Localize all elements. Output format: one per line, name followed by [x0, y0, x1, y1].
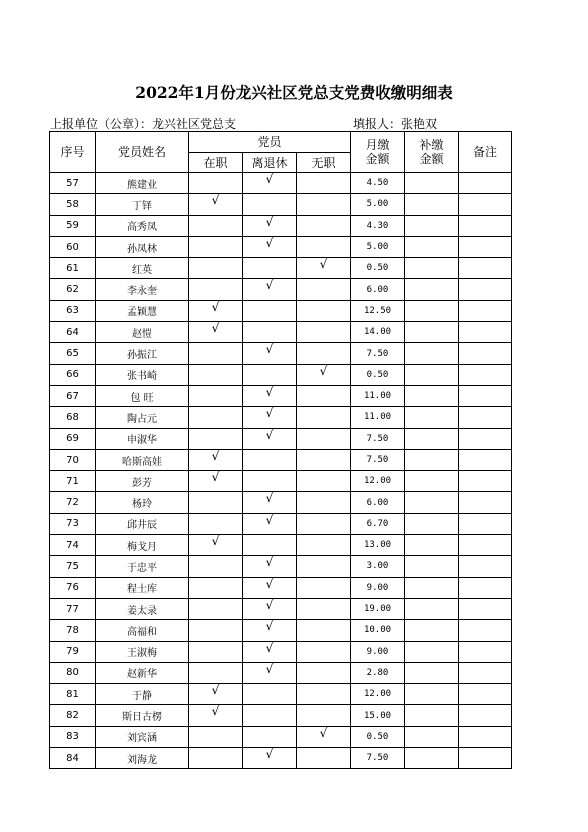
row-supplementary-fee	[405, 385, 459, 406]
row-monthly-fee: 2.80	[351, 662, 405, 683]
table-row	[50, 556, 512, 577]
table-row	[50, 449, 512, 470]
row-unemployed-check	[297, 343, 351, 364]
row-notes	[459, 471, 512, 492]
row-notes	[459, 556, 512, 577]
row-notes	[459, 385, 512, 406]
row-member-name: 熊建业	[96, 173, 189, 194]
row-notes	[459, 322, 512, 343]
row-supplementary-fee	[405, 279, 459, 300]
row-notes	[459, 492, 512, 513]
row-retired-check: √	[243, 577, 297, 598]
row-member-name: 红英	[96, 258, 189, 279]
row-unemployed-check	[297, 428, 351, 449]
row-monthly-fee: 4.50	[351, 173, 405, 194]
table-row	[50, 300, 512, 321]
row-retired-check: √	[243, 236, 297, 257]
row-retired-check	[243, 449, 297, 470]
row-notes	[459, 598, 512, 619]
row-seq: 74	[50, 535, 96, 556]
row-monthly-fee: 14.00	[351, 322, 405, 343]
row-seq: 57	[50, 173, 96, 194]
table-row	[50, 258, 512, 279]
row-monthly-fee: 3.00	[351, 556, 405, 577]
table-row	[50, 662, 512, 683]
row-retired-check: √	[243, 279, 297, 300]
row-unemployed-check	[297, 385, 351, 406]
row-monthly-fee: 19.00	[351, 598, 405, 619]
row-unemployed-check	[297, 300, 351, 321]
row-supplementary-fee	[405, 173, 459, 194]
row-employed-check: √	[189, 322, 243, 343]
row-supplementary-fee	[405, 449, 459, 470]
table-row	[50, 385, 512, 406]
row-employed-check	[189, 343, 243, 364]
row-employed-check	[189, 258, 243, 279]
row-unemployed-check	[297, 322, 351, 343]
row-monthly-fee: 12.50	[351, 300, 405, 321]
row-notes	[459, 449, 512, 470]
row-employed-check	[189, 364, 243, 385]
row-seq: 75	[50, 556, 96, 577]
row-notes	[459, 258, 512, 279]
row-member-name: 于静	[96, 684, 189, 705]
row-employed-check	[189, 492, 243, 513]
row-notes	[459, 662, 512, 683]
row-member-name: 孙振江	[96, 343, 189, 364]
row-supplementary-fee	[405, 748, 459, 769]
row-retired-check: √	[243, 598, 297, 619]
row-unemployed-check: √	[297, 726, 351, 747]
table-row	[50, 194, 512, 215]
row-member-name: 包 旺	[96, 385, 189, 406]
row-notes	[459, 194, 512, 215]
row-employed-check	[189, 407, 243, 428]
row-retired-check: √	[243, 215, 297, 236]
row-seq: 68	[50, 407, 96, 428]
row-supplementary-fee	[405, 556, 459, 577]
row-seq: 83	[50, 726, 96, 747]
row-member-name: 杨玲	[96, 492, 189, 513]
row-seq: 73	[50, 513, 96, 534]
row-unemployed-check	[297, 662, 351, 683]
row-monthly-fee: 6.00	[351, 279, 405, 300]
row-retired-check	[243, 684, 297, 705]
row-member-name: 高秀凤	[96, 215, 189, 236]
row-employed-check	[189, 598, 243, 619]
row-retired-check	[243, 705, 297, 726]
row-member-name: 斯日古楞	[96, 705, 189, 726]
row-notes	[459, 705, 512, 726]
row-unemployed-check	[297, 279, 351, 300]
row-retired-check	[243, 258, 297, 279]
row-unemployed-check	[297, 748, 351, 769]
row-retired-check: √	[243, 407, 297, 428]
dues-table	[49, 131, 512, 769]
row-supplementary-fee	[405, 705, 459, 726]
row-monthly-fee: 6.00	[351, 492, 405, 513]
table-row	[50, 577, 512, 598]
row-notes	[459, 236, 512, 257]
row-seq: 80	[50, 662, 96, 683]
row-retired-check: √	[243, 641, 297, 662]
row-employed-check: √	[189, 684, 243, 705]
row-retired-check: √	[243, 513, 297, 534]
row-retired-check	[243, 322, 297, 343]
row-monthly-fee: 5.00	[351, 194, 405, 215]
table-row	[50, 535, 512, 556]
row-monthly-fee: 11.00	[351, 407, 405, 428]
table-row	[50, 471, 512, 492]
row-monthly-fee: 12.00	[351, 684, 405, 705]
row-retired-check: √	[243, 492, 297, 513]
row-monthly-fee: 9.00	[351, 641, 405, 662]
row-seq: 65	[50, 343, 96, 364]
row-employed-check: √	[189, 705, 243, 726]
row-member-name: 姜太录	[96, 598, 189, 619]
row-supplementary-fee	[405, 343, 459, 364]
filled-by: 填报人：张艳双	[353, 117, 438, 131]
row-monthly-fee: 13.00	[351, 535, 405, 556]
row-unemployed-check	[297, 194, 351, 215]
row-supplementary-fee	[405, 492, 459, 513]
row-unemployed-check	[297, 449, 351, 470]
row-monthly-fee: 15.00	[351, 705, 405, 726]
header-retired: 离退休	[243, 153, 297, 173]
row-unemployed-check	[297, 513, 351, 534]
row-employed-check: √	[189, 300, 243, 321]
row-employed-check	[189, 577, 243, 598]
row-monthly-fee: 0.50	[351, 258, 405, 279]
row-notes	[459, 300, 512, 321]
row-unemployed-check	[297, 236, 351, 257]
row-member-name: 高福和	[96, 620, 189, 641]
table-row	[50, 407, 512, 428]
row-supplementary-fee	[405, 641, 459, 662]
row-employed-check	[189, 385, 243, 406]
row-seq: 67	[50, 385, 96, 406]
row-seq: 60	[50, 236, 96, 257]
row-monthly-fee: 9.00	[351, 577, 405, 598]
row-employed-check	[189, 173, 243, 194]
row-seq: 66	[50, 364, 96, 385]
row-seq: 79	[50, 641, 96, 662]
row-supplementary-fee	[405, 215, 459, 236]
row-notes	[459, 684, 512, 705]
header-notes: 备注	[459, 132, 512, 173]
row-seq: 82	[50, 705, 96, 726]
table-row	[50, 684, 512, 705]
row-retired-check: √	[243, 748, 297, 769]
row-employed-check	[189, 215, 243, 236]
row-notes	[459, 641, 512, 662]
row-member-name: 于忠平	[96, 556, 189, 577]
row-monthly-fee: 7.50	[351, 449, 405, 470]
row-monthly-fee: 7.50	[351, 343, 405, 364]
row-seq: 61	[50, 258, 96, 279]
row-seq: 70	[50, 449, 96, 470]
row-member-name: 李永奎	[96, 279, 189, 300]
row-retired-check: √	[243, 662, 297, 683]
row-seq: 58	[50, 194, 96, 215]
row-retired-check: √	[243, 556, 297, 577]
table-row	[50, 748, 512, 769]
row-supplementary-fee	[405, 726, 459, 747]
row-unemployed-check	[297, 577, 351, 598]
table-row	[50, 364, 512, 385]
row-notes	[459, 215, 512, 236]
row-employed-check	[189, 620, 243, 641]
row-employed-check	[189, 748, 243, 769]
row-retired-check: √	[243, 385, 297, 406]
row-seq: 62	[50, 279, 96, 300]
row-member-name: 赵愷	[96, 322, 189, 343]
table-row	[50, 279, 512, 300]
row-employed-check	[189, 726, 243, 747]
row-retired-check	[243, 535, 297, 556]
row-member-name: 刘海龙	[96, 748, 189, 769]
row-seq: 81	[50, 684, 96, 705]
header-party-member: 党员	[189, 132, 351, 153]
row-monthly-fee: 7.50	[351, 748, 405, 769]
row-member-name: 刘宾涵	[96, 726, 189, 747]
row-seq: 64	[50, 322, 96, 343]
row-supplementary-fee	[405, 407, 459, 428]
row-retired-check	[243, 726, 297, 747]
row-unemployed-check	[297, 215, 351, 236]
header-name: 党员姓名	[96, 132, 189, 173]
row-member-name: 程士库	[96, 577, 189, 598]
row-notes	[459, 173, 512, 194]
row-retired-check	[243, 471, 297, 492]
row-notes	[459, 279, 512, 300]
row-employed-check: √	[189, 194, 243, 215]
row-supplementary-fee	[405, 513, 459, 534]
row-supplementary-fee	[405, 662, 459, 683]
row-seq: 71	[50, 471, 96, 492]
row-member-name: 丁铎	[96, 194, 189, 215]
row-unemployed-check	[297, 471, 351, 492]
row-member-name: 申淑华	[96, 428, 189, 449]
row-seq: 72	[50, 492, 96, 513]
row-notes	[459, 364, 512, 385]
row-notes	[459, 535, 512, 556]
table-row	[50, 343, 512, 364]
row-seq: 59	[50, 215, 96, 236]
row-retired-check: √	[243, 173, 297, 194]
row-monthly-fee: 10.00	[351, 620, 405, 641]
row-monthly-fee: 11.00	[351, 385, 405, 406]
row-monthly-fee: 7.50	[351, 428, 405, 449]
row-retired-check: √	[243, 343, 297, 364]
row-retired-check: √	[243, 620, 297, 641]
row-seq: 77	[50, 598, 96, 619]
row-monthly-fee: 6.70	[351, 513, 405, 534]
row-employed-check: √	[189, 471, 243, 492]
row-employed-check	[189, 279, 243, 300]
row-member-name: 邱井辰	[96, 513, 189, 534]
row-retired-check: √	[243, 428, 297, 449]
row-retired-check	[243, 300, 297, 321]
row-member-name: 梅戈月	[96, 535, 189, 556]
reporting-unit: 上报单位（公章）：龙兴社区党总支	[50, 117, 237, 131]
row-employed-check	[189, 428, 243, 449]
row-member-name: 张书崎	[96, 364, 189, 385]
row-unemployed-check	[297, 173, 351, 194]
row-notes	[459, 428, 512, 449]
row-unemployed-check: √	[297, 364, 351, 385]
table-row	[50, 322, 512, 343]
row-member-name: 赵新华	[96, 662, 189, 683]
table-body	[50, 173, 512, 769]
header-monthly-fee: 月缴 金额	[351, 132, 405, 173]
row-seq: 78	[50, 620, 96, 641]
row-notes	[459, 620, 512, 641]
header-employed: 在职	[189, 153, 243, 173]
row-notes	[459, 577, 512, 598]
row-supplementary-fee	[405, 471, 459, 492]
row-supplementary-fee	[405, 236, 459, 257]
row-unemployed-check	[297, 492, 351, 513]
row-notes	[459, 343, 512, 364]
row-notes	[459, 726, 512, 747]
row-notes	[459, 513, 512, 534]
table-row	[50, 236, 512, 257]
row-seq: 76	[50, 577, 96, 598]
row-employed-check	[189, 556, 243, 577]
row-monthly-fee: 12.00	[351, 471, 405, 492]
table-row	[50, 173, 512, 194]
row-member-name: 孟颖慧	[96, 300, 189, 321]
row-seq: 63	[50, 300, 96, 321]
header-seq: 序号	[50, 132, 96, 173]
row-supplementary-fee	[405, 598, 459, 619]
row-employed-check	[189, 641, 243, 662]
row-unemployed-check	[297, 641, 351, 662]
row-monthly-fee: 0.50	[351, 726, 405, 747]
table-row	[50, 726, 512, 747]
row-retired-check	[243, 364, 297, 385]
row-unemployed-check	[297, 684, 351, 705]
row-supplementary-fee	[405, 428, 459, 449]
row-supplementary-fee	[405, 577, 459, 598]
header-unemployed: 无职	[297, 153, 351, 173]
table-row	[50, 598, 512, 619]
row-supplementary-fee	[405, 620, 459, 641]
row-employed-check: √	[189, 535, 243, 556]
row-supplementary-fee	[405, 684, 459, 705]
row-unemployed-check	[297, 407, 351, 428]
table-row	[50, 620, 512, 641]
row-monthly-fee: 5.00	[351, 236, 405, 257]
table-row	[50, 705, 512, 726]
row-supplementary-fee	[405, 300, 459, 321]
row-unemployed-check	[297, 705, 351, 726]
row-member-name: 王淑梅	[96, 641, 189, 662]
row-seq: 69	[50, 428, 96, 449]
table-row	[50, 215, 512, 236]
row-unemployed-check	[297, 598, 351, 619]
row-employed-check	[189, 662, 243, 683]
row-seq: 84	[50, 748, 96, 769]
row-supplementary-fee	[405, 194, 459, 215]
document-title: 2022年1月份龙兴社区党总支党费收缴明细表	[135, 83, 453, 102]
row-member-name: 彭芳	[96, 471, 189, 492]
table-row	[50, 513, 512, 534]
row-monthly-fee: 4.30	[351, 215, 405, 236]
row-retired-check	[243, 194, 297, 215]
row-supplementary-fee	[405, 258, 459, 279]
row-unemployed-check: √	[297, 258, 351, 279]
row-unemployed-check	[297, 620, 351, 641]
row-member-name: 陶占元	[96, 407, 189, 428]
row-supplementary-fee	[405, 364, 459, 385]
row-monthly-fee: 0.50	[351, 364, 405, 385]
row-unemployed-check	[297, 535, 351, 556]
table-row	[50, 428, 512, 449]
row-notes	[459, 748, 512, 769]
row-employed-check: √	[189, 449, 243, 470]
row-unemployed-check	[297, 556, 351, 577]
row-employed-check	[189, 236, 243, 257]
header-supplementary-fee: 补缴 金额	[405, 132, 459, 173]
row-supplementary-fee	[405, 322, 459, 343]
table-row	[50, 492, 512, 513]
row-supplementary-fee	[405, 535, 459, 556]
row-member-name: 哈斯高娃	[96, 449, 189, 470]
table-row	[50, 641, 512, 662]
row-employed-check	[189, 513, 243, 534]
row-notes	[459, 407, 512, 428]
row-member-name: 孙凤林	[96, 236, 189, 257]
